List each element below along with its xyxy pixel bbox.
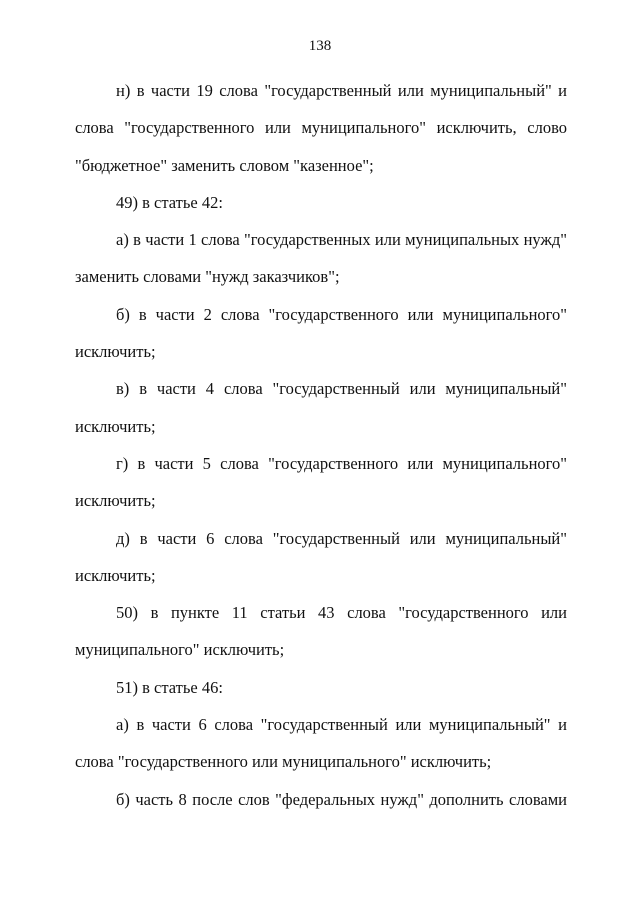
paragraph-51-a: а) в части 6 слова "государственный или муниципальный" и слова "государственного или муниципального" исключить; (75, 715, 567, 772)
paragraph-49-d: д) в части 6 слова "государственный или муниципальный" исключить; (75, 528, 567, 585)
paragraph-49-v: в) в части 4 слова "государственный или муниципальный" исключить; (75, 379, 567, 436)
paragraph-49-a: а) в части 1 слова "государственных или муниципальных нужд" заменить словами "нужд заказчиков"; (75, 230, 567, 287)
paragraph-51-b: б) часть 8 после слов "федеральных нужд" дополнить словами (116, 789, 567, 809)
paragraph-49-b: б) в части 2 слова "государственного или муниципального" исключить; (75, 304, 567, 362)
paragraph-50: 50) в пункте 11 статьи 43 слова "государственного или муниципального" исключить; (75, 603, 567, 660)
paragraph-n: н) в части 19 слова "государственный или муниципальный" и слова "государственного или муниципального" исключить, слово "бюджетное" заменить словом "казенное"; (75, 81, 567, 175)
page-number: 138 (308, 38, 332, 54)
document-body (75, 72, 567, 818)
paragraph-49: 49) в статье 42: (116, 192, 223, 212)
paragraph-49-g: г) в части 5 слова "государственного или муниципального" исключить; (75, 453, 567, 511)
paragraph-51: 51) в статье 46: (116, 677, 223, 697)
